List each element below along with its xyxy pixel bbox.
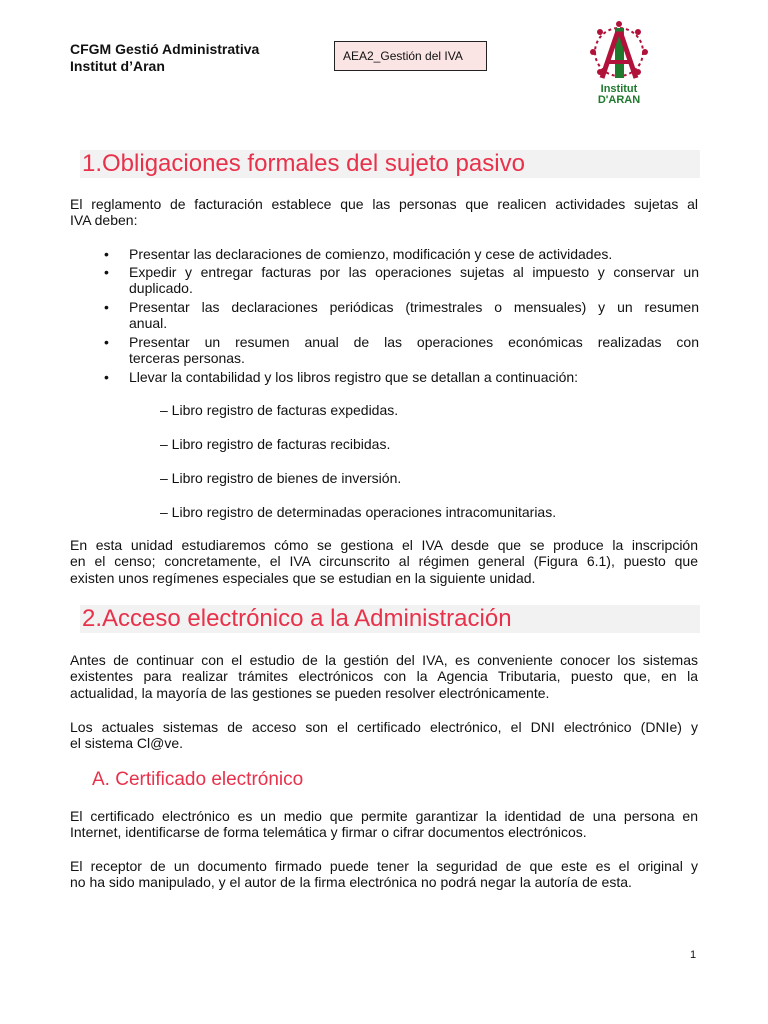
list-item-text: anual. <box>129 315 168 331</box>
subsection-letter: A. <box>92 769 110 790</box>
bullet-icon: • <box>104 246 109 262</box>
text-line: Internet, identificarse de forma telemática y firmar o cifrar documentos electrónicos. <box>70 824 587 841</box>
section-1-title: Obligaciones formales del sujeto pasivo <box>102 150 525 177</box>
section-1-heading <box>80 150 700 178</box>
list-item <box>70 264 700 298</box>
header-org <box>70 41 259 75</box>
section-1-intro <box>70 196 698 229</box>
section-2-para-1 <box>70 652 698 701</box>
list-item <box>70 334 700 368</box>
institut-logo <box>584 20 654 112</box>
logo-emblem-icon <box>584 20 654 84</box>
subsection-a-heading <box>92 769 303 791</box>
list-item-text: terceras personas. <box>129 350 245 366</box>
section-2-number: 2. <box>82 605 103 632</box>
list-item-text: duplicado. <box>129 280 193 296</box>
section-2-heading <box>80 605 700 633</box>
book-item: – Libro registro de facturas recibidas. <box>160 436 391 452</box>
subsection-title: Certificado electrónico <box>115 769 304 790</box>
list-item-text: Presentar las declaraciones periódicas (trimestrales o mensuales) y un resumen <box>129 299 699 315</box>
logo-line-2: D'ARAN <box>597 94 641 106</box>
text-line: en el censo; concretamente, el IVA circunscrito al régimen general (Figura 6.1), puesto que <box>70 553 698 570</box>
bullet-icon: • <box>104 264 109 280</box>
list-item <box>70 246 700 263</box>
book-item: – Libro registro de determinadas operaciones intracomunitarias. <box>160 504 557 520</box>
list-item-text: Expedir y entregar facturas por las operaciones sujetas al impuesto y conservar un <box>129 264 699 280</box>
text-line: En esta unidad estudiaremos cómo se gestiona el IVA desde que se produce la inscripción <box>70 537 698 553</box>
list-item <box>70 369 700 386</box>
text-line: El reglamento de facturación establece que las personas que realicen actividades sujetas al <box>70 196 698 212</box>
org-line-2: Institut d’Aran <box>70 58 165 74</box>
text-line: existen unos regímenes especiales que se estudian en la siguiente unidad. <box>70 569 536 586</box>
list-item <box>70 299 700 333</box>
section-2-para-2 <box>70 719 698 752</box>
book-item: – Libro registro de facturas expedidas. <box>160 402 399 418</box>
bullet-icon: • <box>104 334 109 350</box>
text-line: IVA deben: <box>70 212 138 229</box>
org-line-1: CFGM Gestió Administrativa <box>70 41 260 57</box>
list-item-text: Llevar la contabilidad y los libros registro que se detallan a continuación: <box>129 369 579 385</box>
text-line: actualidad, la mayoría de las gestiones se pueden resolver electrónicamente. <box>70 684 550 701</box>
subsection-a-para-2 <box>70 858 698 891</box>
section-1-number: 1. <box>82 150 103 177</box>
text-line: El receptor de un documento firmado puede tener la seguridad de que este es el original y <box>70 858 698 874</box>
text-line: el sistema Cl@ve. <box>70 735 184 752</box>
logo-line-1: Institut <box>600 83 638 95</box>
page-number: 1 <box>690 949 697 961</box>
section-1-closing <box>70 537 698 586</box>
list-item-text: Presentar las declaraciones de comienzo, modificación y cese de actividades. <box>129 246 613 262</box>
text-line: Los actuales sistemas de acceso son el certificado electrónico, el DNI electrónico (DNIe) y <box>70 719 698 735</box>
text-line: no ha sido manipulado, y el autor de la firma electrónica no podrá negar la autoría de esta. <box>70 874 632 891</box>
text-line: El certificado electrónico es un medio que permite garantizar la identidad de una persona en <box>70 808 698 824</box>
obligations-list <box>70 246 700 387</box>
list-item-text: Presentar un resumen anual de las operaciones económicas realizadas con <box>129 334 699 350</box>
bullet-icon: • <box>104 369 109 385</box>
section-2-title: Acceso electrónico a la Administración <box>102 605 512 632</box>
subsection-a-para-1 <box>70 808 698 841</box>
module-tag: AEA2_Gestión del IVA <box>334 41 487 71</box>
bullet-icon: • <box>104 299 109 315</box>
text-line: Antes de continuar con el estudio de la gestión del IVA, es conveniente conocer los sistemas <box>70 652 698 668</box>
text-line: existentes para realizar trámites electrónicos con la Agencia Tributaria, puesto que, en la <box>70 668 698 685</box>
book-item: – Libro registro de bienes de inversión. <box>160 470 402 486</box>
